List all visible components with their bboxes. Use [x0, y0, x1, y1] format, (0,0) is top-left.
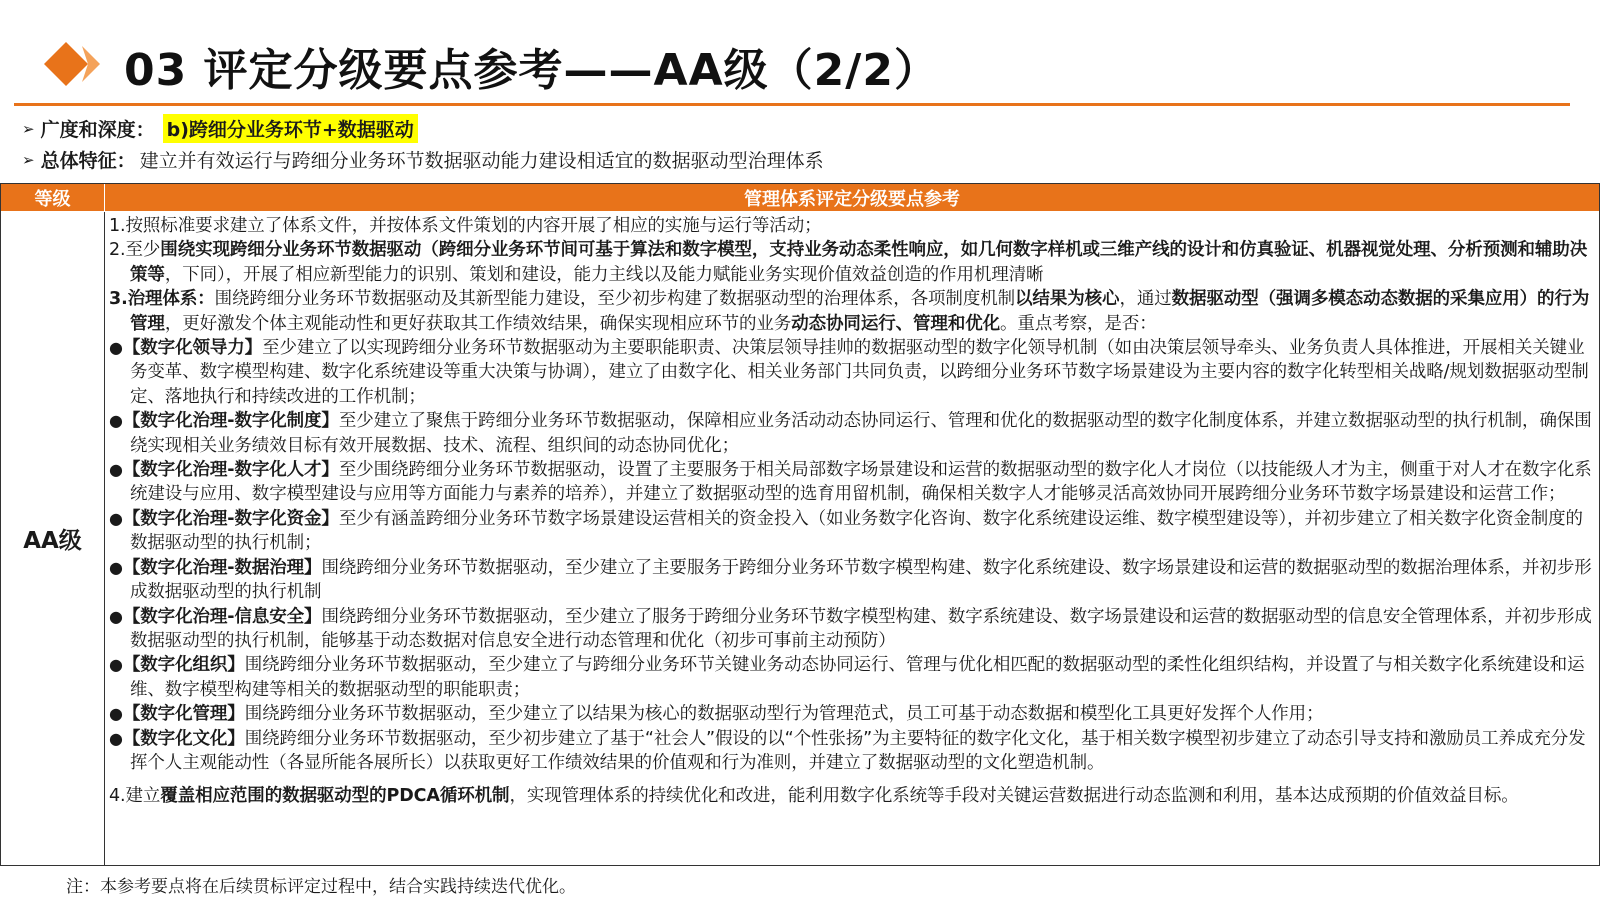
bullet-dot-icon: ●: [109, 704, 123, 724]
feature-value: 建立并有效运行与跨细分业务环节数据驱动能力建设相适宜的数据驱动型治理体系: [139, 150, 824, 172]
bullet-dot-icon: ●: [109, 557, 123, 577]
scope-highlight: [163, 114, 418, 143]
bullet-dot-icon: ●: [109, 655, 123, 675]
item-2: 2.至少围绕实现跨细分业务环节数据驱动（跨细分业务环节间可基于算法和数字模型，支持业务动态柔性响应，如几何数字样机或三维产线的设计和仿真验证、机器视觉处理、分析预测和辅助决策等，下同），开展了相应新型能力的识别、策划和建设，能力主线以及能力赋能业务实现价值效益创造的作用机理清晰: [109, 240, 1588, 285]
bullet-digital-funding: ●【数字化治理-数字化资金】至少有涵盖跨细分业务环节数字场景建设运营相关的资金投入（如业务数字化咨询、数字化系统建设运维、数字模型建设等），并初步建立了相关数字化资金制度的数据驱动型的执行机制；: [109, 508, 1583, 554]
bullet-info-security: ●【数字化治理-信息安全】围绕跨细分业务环节数据驱动，至少建立了服务于跨细分业务环节数字模型构建、数字系统建设、数字场景建设和运营的数据驱动型的信息安全管理体系，并初步形成数据驱动型的执行机制，能够基于动态数据对信息安全进行动态管理和优化（初步可事前主动预防）: [109, 606, 1592, 651]
bullet-data-governance: ●【数字化治理-数据治理】围绕跨细分业务环节数据驱动，至少建立了主要服务于跨细分业务环节数字模型构建、数字化系统建设、数字场景建设和运营的数据驱动型的数据治理体系，并初步形成数据驱动型的执行机制: [109, 557, 1592, 603]
bullet-dot-icon: ●: [109, 606, 123, 626]
bullet-dot-icon: ●: [109, 728, 123, 748]
scope-row: [22, 114, 418, 143]
title-divider: [14, 103, 1570, 106]
header-level: 等级: [1, 184, 105, 211]
footnote: 注：本参考要点将在后续贯标评定过程中，结合实践持续迭代优化。: [66, 877, 576, 897]
arrow-bullet-icon: ➢: [22, 150, 35, 169]
orange-diamond-chevron-icon: [44, 42, 108, 86]
item-4: 4.建立覆盖相应范围的数据驱动型的PDCA循环机制，实现管理体系的持续优化和改进，能利用数字化系统等手段对关键运营数据进行动态监测和利用，基本达成预期的价值效益目标。: [109, 786, 1519, 807]
feature-row: [22, 146, 824, 173]
bullet-dot-icon: ●: [109, 411, 123, 431]
bullet-dot-icon: ●: [109, 338, 123, 358]
bullet-digital-org: ●【数字化组织】围绕跨细分业务环节数据驱动，至少建立了与跨细分业务环节关键业务动态协同运行、管理与优化相匹配的数据驱动型的柔性化组织结构，并设置了与相关数字化系统建设和运维、数字模型构建等相关的数据驱动型的职能职责；: [109, 655, 1585, 700]
bullet-digital-leadership: ●【数字化领导力】至少建立了以实现跨细分业务环节数据驱动为主要职能职责、决策层领导挂帅的数据驱动型的数字化领导机制（如由决策层领导牵头、业务负责人具体推进，开展相关关键业务变革、数字模型构建、数字化系统建设等重大决策与协调），建立了由数字化、相关业务部门共同负责，以跨细分业务环节数字场景建设为主要内容的数字化转型相关战略/规划数据驱动型制定、落地执行和持续改进的工作机制；: [109, 338, 1589, 407]
scope-label: 广度和深度：: [40, 119, 155, 141]
header-main: 管理体系评定分级要点参考: [105, 184, 1599, 211]
scope-prefix: b): [166, 119, 189, 141]
arrow-bullet-icon: ➢: [22, 119, 35, 138]
level-cell: AA级: [1, 212, 105, 865]
bullet-dot-icon: ●: [109, 508, 123, 528]
feature-label: 总体特征：: [40, 150, 136, 172]
bullet-dot-icon: ●: [109, 460, 123, 480]
item-3: 3.治理体系：围绕跨细分业务环节数据驱动及其新型能力建设，至少初步构建了数据驱动型的治理体系，各项制度机制以结果为核心，通过数据驱动型（强调多模态动态数据的采集应用）的行为管理，更好激发个体主观能动性和更好获取其工作绩效结果，确保实现相应环节的业务动态协同运行、管理和优化。重点考察，是否：: [109, 289, 1590, 334]
content-cell: [109, 214, 1595, 865]
bullet-digital-system: ●【数字化治理-数字化制度】至少建立了聚焦于跨细分业务环节数据驱动，保障相应业务活动动态协同运行、管理和优化的数据驱动型的数字化制度体系，并建立数据驱动型的执行机制，确保围绕实现相关业务绩效目标有效开展数据、技术、流程、组织间的动态协同优化；: [109, 411, 1592, 456]
bullet-digital-culture: ●【数字化文化】围绕跨细分业务环节数据驱动，至少初步建立了基于“社会人”假设的以“个性张扬”为主要特征的数字化文化，基于相关数字模型初步建立了动态引导支持和激励员工养成充分发挥个人主观能动性（各显所能各展所长）以获取更好工作绩效结果的价值观和行为准则，并建立了数据驱动型的文化塑造机制。: [109, 728, 1586, 773]
scope-value: 跨细分业务环节+数据驱动: [188, 119, 414, 141]
item-1: 1.按照标准要求建立了体系文件，并按体系文件策划的内容开展了相应的实施与运行等活动；: [109, 216, 822, 236]
bullet-digital-talent: ●【数字化治理-数字化人才】至少围绕跨细分业务环节数据驱动，设置了主要服务于相关局部数字场景建设和运营的数据驱动型的数字化人才岗位（以技能级人才为主，侧重于对人才在数字化系统建设与应用、数字模型建设与应用等方面能力与素养的培养），并建立了数据驱动型的选育用留机制，确保相关数字人才能够灵活高效协同开展跨细分业务环节数字场景建设和运营工作；: [109, 460, 1592, 505]
page-title: 03 评定分级要点参考——AA级（2/2）: [124, 45, 939, 96]
bullet-digital-management: ●【数字化管理】围绕跨细分业务环节数据驱动，至少建立了以结果为核心的数据驱动型行为管理范式，员工可基于动态数据和模型化工具更好发挥个人作用；: [109, 704, 1324, 725]
evaluation-table: [0, 183, 1600, 866]
